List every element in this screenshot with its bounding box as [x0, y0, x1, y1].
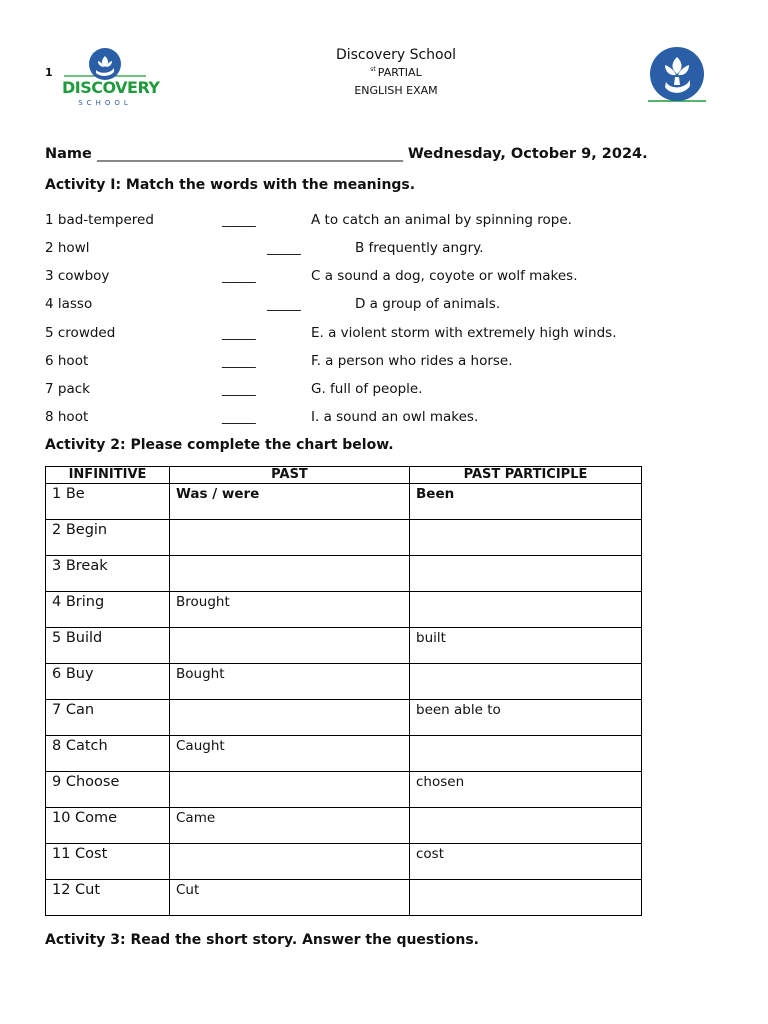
column-header-past-participle: PAST PARTICIPLE [410, 467, 642, 484]
infinitive-cell: 1 Be [46, 484, 170, 520]
past-cell[interactable] [170, 556, 410, 592]
infinitive-cell: 2 Begin [46, 520, 170, 556]
past-cell[interactable] [170, 844, 410, 880]
match-word: 2 howl [45, 240, 90, 256]
past-cell[interactable] [170, 520, 410, 556]
verb-chart [45, 466, 642, 916]
infinitive-cell: 9 Choose [46, 772, 170, 808]
list-item [45, 240, 725, 260]
answer-blank[interactable]: _____ [222, 268, 256, 284]
partial-superscript: st [370, 66, 376, 73]
infinitive-cell: 7 Can [46, 700, 170, 736]
logo-wordmark: DISCOVERY [62, 78, 160, 97]
match-word: 7 pack [45, 381, 90, 397]
past-cell[interactable] [170, 772, 410, 808]
infinitive-cell: 5 Build [46, 628, 170, 664]
answer-blank[interactable]: _____ [222, 381, 256, 397]
name-blank[interactable]: ____________________________________________ [96, 146, 403, 162]
match-word: 5 crowded [45, 325, 116, 341]
table-row [46, 556, 642, 592]
table-row [46, 628, 642, 664]
past-cell[interactable]: Brought [170, 592, 410, 628]
past-cell[interactable] [170, 628, 410, 664]
column-header-infinitive: INFINITIVE [46, 467, 170, 484]
answer-blank[interactable]: _____ [222, 353, 256, 369]
match-definition: C a sound a dog, coyote or wolf makes. [311, 268, 578, 284]
past-participle-cell[interactable] [410, 592, 642, 628]
match-word: 8 hoot [45, 409, 89, 425]
infinitive-cell: 8 Catch [46, 736, 170, 772]
exam-date: Wednesday, October 9, 2024. [407, 146, 648, 162]
school-logo-right [646, 45, 708, 107]
past-cell[interactable] [170, 700, 410, 736]
list-item [45, 268, 725, 288]
activity2-title: Activity 2: Please complete the chart below. [45, 437, 394, 453]
table-row [46, 520, 642, 556]
answer-blank[interactable]: _____ [222, 212, 256, 228]
match-word: 3 cowboy [45, 268, 110, 284]
logo-subtext: SCHOOL [78, 99, 132, 107]
past-cell[interactable]: Caught [170, 736, 410, 772]
past-participle-cell[interactable]: chosen [410, 772, 642, 808]
match-definition: A to catch an animal by spinning rope. [311, 212, 572, 228]
past-participle-cell[interactable]: cost [410, 844, 642, 880]
match-definition: B frequently angry. [355, 240, 484, 256]
hand-flower-icon [62, 46, 148, 80]
table-row [46, 664, 642, 700]
match-definition: I. a sound an owl makes. [311, 409, 479, 425]
infinitive-cell: 4 Bring [46, 592, 170, 628]
past-cell[interactable]: Cut [170, 880, 410, 916]
match-definition: F. a person who rides a horse. [311, 353, 513, 369]
infinitive-cell: 12 Cut [46, 880, 170, 916]
match-definition: G. full of people. [311, 381, 423, 397]
match-word: 4 lasso [45, 296, 93, 312]
match-definition: E. a violent storm with extremely high winds. [311, 325, 617, 341]
exam-title: ENGLISH EXAM [354, 84, 438, 97]
infinitive-cell: 11 Cost [46, 844, 170, 880]
hand-flower-icon [646, 45, 708, 107]
past-cell[interactable]: Came [170, 808, 410, 844]
infinitive-cell: 10 Come [46, 808, 170, 844]
table-row [46, 592, 642, 628]
answer-blank[interactable]: _____ [222, 325, 256, 341]
column-header-past: PAST [170, 467, 410, 484]
list-item [45, 212, 725, 232]
match-word: 1 bad-tempered [45, 212, 154, 228]
table-row [46, 700, 642, 736]
table-row [46, 880, 642, 916]
past-participle-cell[interactable] [410, 880, 642, 916]
list-item [45, 409, 725, 429]
answer-blank[interactable]: _____ [267, 240, 301, 256]
match-word: 6 hoot [45, 353, 89, 369]
name-label: Name [45, 146, 92, 162]
past-cell[interactable]: Bought [170, 664, 410, 700]
past-participle-cell[interactable] [410, 664, 642, 700]
table-row [46, 484, 642, 520]
past-participle-cell[interactable] [410, 808, 642, 844]
table-header-row [46, 467, 642, 484]
activity1-title: Activity I: Match the words with the meanings. [45, 177, 416, 193]
infinitive-cell: 3 Break [46, 556, 170, 592]
list-item [45, 325, 725, 345]
past-participle-cell[interactable]: Been [410, 484, 642, 520]
match-definition: D a group of animals. [355, 296, 501, 312]
activity3-title: Activity 3: Read the short story. Answer the questions. [45, 932, 479, 948]
past-participle-cell[interactable] [410, 520, 642, 556]
past-participle-cell[interactable] [410, 736, 642, 772]
infinitive-cell: 6 Buy [46, 664, 170, 700]
past-cell[interactable]: Was / were [170, 484, 410, 520]
table-row [46, 808, 642, 844]
answer-blank[interactable]: _____ [222, 409, 256, 425]
list-item [45, 296, 725, 316]
partial-label [284, 66, 508, 79]
school-name: Discovery School [335, 47, 457, 63]
list-item [45, 353, 725, 373]
table-row [46, 844, 642, 880]
page-number: 1 [45, 66, 53, 79]
school-logo-left [62, 46, 160, 110]
partial-text: PARTIAL [377, 66, 422, 79]
past-participle-cell[interactable] [410, 556, 642, 592]
answer-blank[interactable]: _____ [267, 296, 301, 312]
past-participle-cell[interactable]: built [410, 628, 642, 664]
list-item [45, 381, 725, 401]
table-row [46, 736, 642, 772]
past-participle-cell[interactable]: been able to [410, 700, 642, 736]
name-date-line [45, 146, 648, 162]
table-row [46, 772, 642, 808]
